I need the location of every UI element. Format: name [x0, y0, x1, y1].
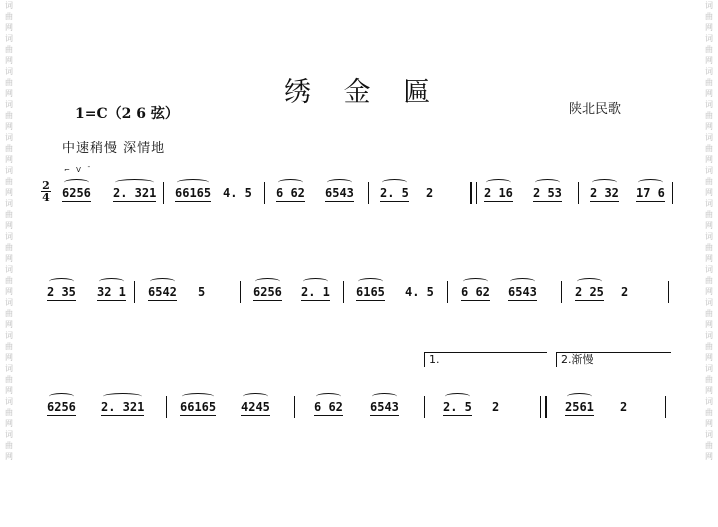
song-title: 绣 金 匾: [284, 77, 443, 108]
barline: [343, 281, 344, 303]
note-group: 6542: [148, 285, 177, 299]
note-group: 4245: [241, 400, 270, 414]
barline: [240, 281, 241, 303]
note-group: 2 53: [533, 186, 562, 200]
watermark-right: 词曲网词曲网词曲网词曲网词曲网词曲网词曲网词曲网词曲网词曲网词曲网词曲网词曲网词曲网: [705, 1, 713, 461]
song-source: 陕北民歌: [569, 102, 622, 117]
note-group: 6 62: [276, 186, 305, 200]
time-signature: [41, 180, 51, 203]
note-group: 2. 321: [113, 186, 157, 200]
note-group: 17 6: [636, 186, 665, 200]
note-group: 6256: [47, 400, 76, 414]
repeat-end-barline: [540, 396, 547, 418]
note-group: 6543: [508, 285, 537, 299]
note-group: 2 35: [47, 285, 76, 299]
first-ending: 1.: [424, 352, 547, 367]
note-group: 6256: [253, 285, 282, 299]
note: 2: [492, 400, 500, 414]
barline: [163, 182, 164, 204]
note-group: 2. 5: [380, 186, 409, 200]
barline: [561, 281, 562, 303]
key-signature: 1=C（2 6 弦）: [75, 106, 179, 122]
note: 5: [198, 285, 206, 299]
note-group: 2. 5: [443, 400, 472, 414]
watermark-left: 词曲网词曲网词曲网词曲网词曲网词曲网词曲网词曲网词曲网词曲网词曲网词曲网词曲网词曲网: [5, 1, 13, 461]
note: 2: [621, 285, 629, 299]
note-group: 2 25: [575, 285, 604, 299]
barline: [368, 182, 369, 204]
note: 4. 5: [223, 186, 252, 200]
barline: [264, 182, 265, 204]
note-group: 2 16: [484, 186, 513, 200]
note-group: 6 62: [314, 400, 343, 414]
barline: [134, 281, 135, 303]
second-ending: 2.渐慢: [556, 352, 671, 367]
tempo-marking: 中速稍慢 深情地: [62, 141, 166, 156]
note: 2: [620, 400, 628, 414]
note-group: 6165: [356, 285, 385, 299]
note-group: 2. 1: [301, 285, 330, 299]
barline: [672, 182, 673, 204]
note-group: 2 32: [590, 186, 619, 200]
note-group: 6256: [62, 186, 91, 200]
note-group: 6 62: [461, 285, 490, 299]
note-group: 66165: [180, 400, 217, 414]
barline: [424, 396, 425, 418]
time-signature-top: 2: [42, 179, 50, 192]
note-group: 32 1: [97, 285, 126, 299]
repeat-start-barline: [470, 182, 477, 204]
note-group: 2. 321: [101, 400, 145, 414]
barline: [294, 396, 295, 418]
note: 2: [426, 186, 434, 200]
barline: [668, 281, 669, 303]
note: 4. 5: [405, 285, 434, 299]
note-group: 66165: [175, 186, 212, 200]
note-group: 6543: [370, 400, 399, 414]
barline: [166, 396, 167, 418]
barline: [578, 182, 579, 204]
barline: [447, 281, 448, 303]
bowing-mark: ⌐ V ¯: [64, 166, 93, 174]
final-barline: [665, 396, 666, 418]
time-signature-bottom: 4: [42, 191, 50, 204]
note-group: 2561: [565, 400, 594, 414]
note-group: 6543: [325, 186, 354, 200]
